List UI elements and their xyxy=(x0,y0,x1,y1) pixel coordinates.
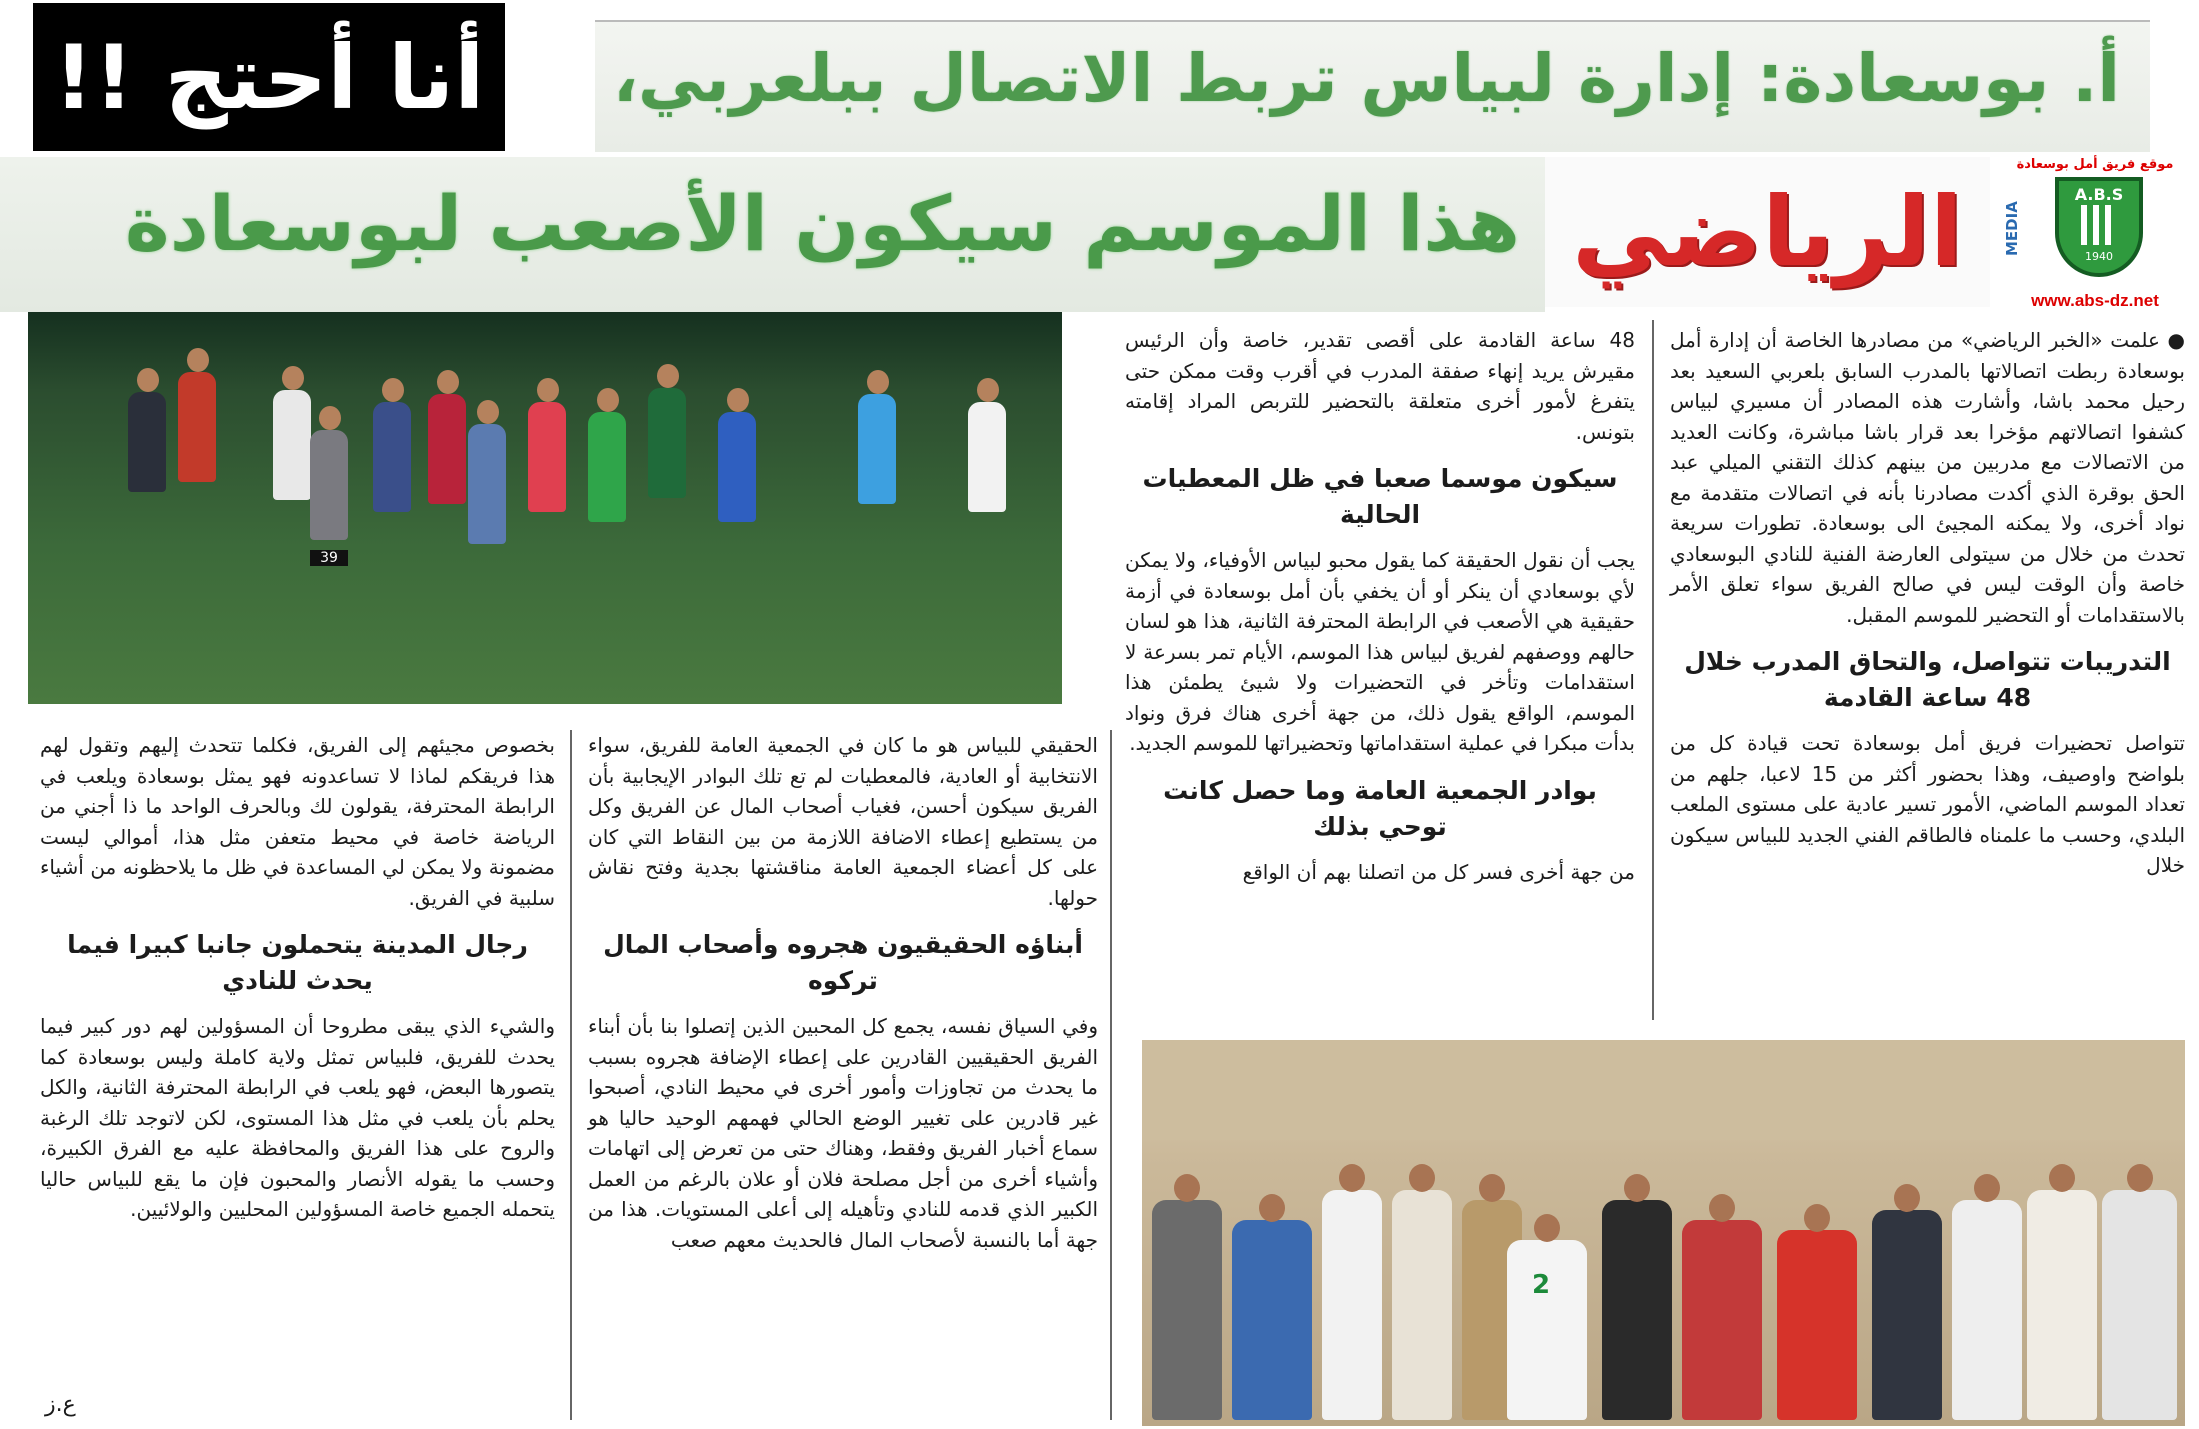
headline-strip-top xyxy=(595,20,2150,152)
subheading-city-men: رجال المدينة يتحملون جانبا كبيرا فيما يحدث للنادي xyxy=(67,930,528,995)
player-figure xyxy=(273,390,311,500)
article-paragraph: 48 ساعة القادمة على أقصى تقدير، خاصة وأن الرئيس مقيرش يريد إنهاء صفقة المدرب في أقرب وقت ممكن حتى يتفرغ لأمور أخرى متعلقة بالتحضير للتربص المراد إقامته بتونس. xyxy=(1125,328,1635,444)
jersey-number: 39 xyxy=(310,550,348,566)
player-figure xyxy=(128,392,166,492)
player-figure xyxy=(468,424,506,544)
article-column-1 xyxy=(1670,325,2185,881)
training-photo xyxy=(28,312,1062,704)
player-figure xyxy=(858,394,896,504)
player-figure xyxy=(968,402,1006,512)
club-crest-initials: A.B.S xyxy=(2074,185,2124,204)
crowd-person xyxy=(2027,1190,2097,1420)
jersey-number: 2 xyxy=(1532,1270,1551,1300)
article-paragraph: يجب أن نقول الحقيقة كما يقول محبو لبياس الأوفياء، ولا يمكن لأي بوسعادي أن ينكر أو أن يخفي بأن أمل بوسعادة في أزمة حقيقية هي الأصعب في الرابطة المحترفة الثانية، هذا هو لسان حالهم ووصفهم لفريق لبياس هذا الموسم، الأيام تمر بسرعة لا استقدامات وتأخر في التحضيرات ولا شيئ يطمئن هذا الموسم، الواقع يقول ذلك، من جهة أخرى هناك فرق ونواد بدأت مبكرا في عملية استقداماتها وتحضيراتها للموسم الجديد. xyxy=(1125,548,1635,755)
column-divider xyxy=(570,730,572,1420)
player-figure xyxy=(588,412,626,522)
subheading-training: التدريبات تتواصل، والتحاق المدرب خلال 48 ساعة القادمة xyxy=(1684,647,2171,712)
building-wall xyxy=(1142,1040,2185,1140)
article-paragraph: وفي السياق نفسه، يجمع كل المحبين الذين إتصلوا بنا بأن أبناء الفريق الحقيقيين القادرين على إعطاء الإضافة هجروه بسبب ما يحدث من تجاوزات وأمور أخرى في محيط النادي، أصبحوا غير قادرين على تغيير الوضع الحالي فهمهم الوحيد حاليا هو سماع أخبار الفريق وفقط، وهناك حتى من تعرض إلى اتهامات وأشياء أخرى من أجل مصلحة فلان أو علان بالرغم من العمل الكبير الذي قدمه للنادي وتأهيله إلى أعلى المستويات. هذا من جهة أما بالنسبة لأصحاب المال فالحديث معهم صعب xyxy=(588,1014,1098,1252)
player-figure xyxy=(528,402,566,512)
player-figure xyxy=(310,430,348,566)
article-column-3 xyxy=(588,730,1098,1255)
club-site-badge xyxy=(1995,155,2195,315)
crowd-person xyxy=(1952,1200,2022,1420)
club-crest-year: 1940 xyxy=(2085,250,2113,263)
player-figure xyxy=(178,372,216,482)
media-label: MEDIA xyxy=(2003,201,2021,257)
crowd-person xyxy=(2102,1190,2177,1420)
subheading-difficult-season: سيكون موسما صعبا في ظل المعطيات الحالية xyxy=(1142,464,1618,529)
subheading-general-assembly: بوادر الجمعية العامة وما حصل كانت توحي بذلك xyxy=(1163,775,1597,841)
crowd-person xyxy=(1392,1190,1452,1420)
newspaper-logo xyxy=(1545,157,1990,307)
article-paragraph: بخصوص مجيئهم إلى الفريق، فكلما تتحدث إليهم وتقول لهم هذا فريقكم لماذا لا تساعدونه فهو يمثل بوسعادة ويلعب في الرابطة المحترفة، يقولون لك وبالحرف الواحد ما ذا أجني من الرياضة خاصة في محيط متعفن مثل هذا، أموالي ليست مضمونة ولا يمكن لي المساعدة في ظل ما يلاحظونه من أشياء سلبية في الفريق. xyxy=(40,733,555,910)
player-figure xyxy=(648,388,686,498)
crest-stripes xyxy=(2081,205,2117,245)
article-paragraph: الحقيقي للبياس هو ما كان في الجمعية العامة للفريق، سواء الانتخابية أو العادية، فالمعطيات لم تع تلك البوادر الإيجابية بأن الفريق سيكون أحسن، فغياب أصحاب المال عن الفريق وكل من يستطيع إعطاء الاضافة اللازمة من بين النقاط التي كان على كل أعضاء الجمعية العامة مناقشتها بجدية وفتح نقاش حولها. xyxy=(588,733,1098,910)
newspaper-logo-text: الرياضي xyxy=(1572,176,1963,288)
crowd-person xyxy=(1232,1220,1312,1420)
article-paragraph: من جهة أخرى فسر كل من اتصلنا بهم أن الواقع xyxy=(1242,859,1635,884)
author-signature: ع.ز xyxy=(45,1392,76,1417)
club-site-url: www.abs-dz.net xyxy=(2031,291,2159,310)
protest-banner xyxy=(33,3,505,151)
article-column-4 xyxy=(40,730,555,1225)
crowd-person xyxy=(1507,1240,1587,1420)
subheading-sons-abandoned: أبناؤه الحقيقيون هجروه وأصحاب المال تركوه xyxy=(603,930,1083,995)
headline-secondary: هذا الموسم سيكون الأصعب لبوسعادة xyxy=(124,179,1520,268)
club-site-caption: موقع فريق أمل بوسعادة xyxy=(2016,157,2174,172)
crowd-person xyxy=(1322,1190,1382,1420)
article-paragraph: والشيء الذي يبقى مطروحا أن المسؤولين لهم دور كبير فيما يحدث للفريق، فلبياس تمثل ولاية كاملة وليس بوسعادة كما يتصورها البعض، فهو يلعب في الرابطة المحترفة الثانية، والكل يحلم بأن يلعب في مثل هذا المستوى، لكن لاتوجد تلك الرغبة والروح على هذا الفريق والمحافظة عليه مع الفرق الكبيرة، وحسب ما يقوله الأنصار والمحبون فإن ما يقع للبياس حاليا يتحمله الجميع خاصة المسؤولين المحليين والولائيين. xyxy=(40,1014,555,1221)
crowd-person xyxy=(1152,1200,1222,1420)
crowd-person xyxy=(1777,1230,1857,1420)
article-lead-paragraph: ● علمت «الخبر الرياضي» من مصادرها الخاصة أن إدارة أمل بوسعادة ربطت اتصالاتها بالمدرب السابق بلعربي السعيد بعد رحيل محمد باشا، وأشارت هذه المصادر أن مسيري لبياس كشفوا اتصالاتهم مؤخرا بعد قرار باشا مباشرة، وكانت العديد من الاتصالات مع مدربين من بينهم كذلك التقني الميلي عبد الحق بوقرة الذي أكدت مصادرنا بأنه في اتصالات متقدمة مع نواد أخرى، ولا يمكنه المجيئ الى بوسعادة. تطورات سريعة تحدث من خلال من سيتولى العارضة الفنية للنادي البوسعادي خاصة وأن الوقت ليس في صالح الفريق سواء تعلق الأمر بالاستقدامات أو التحضير للموسم المقبل. xyxy=(1670,328,2185,627)
crowd-photo xyxy=(1142,1040,2185,1426)
protest-text: أنا أحتج !! xyxy=(53,25,485,129)
player-figure xyxy=(373,402,411,512)
article-paragraph: تتواصل تحضيرات فريق أمل بوسعادة تحت قيادة كل من بلواضح واوصيف، وهذا بحضور أكثر من 15 لاعبا، جلهم من تعداد الموسم الماضي، الأمور تسير عادية على مستوى الملعب البلدي، وحسب ما علمناه فالطاقم الفني الجديد للبياس سيكون خلال xyxy=(1670,731,2185,877)
article-column-2 xyxy=(1125,325,1635,887)
player-figure xyxy=(428,394,466,504)
headline-primary: أ. بوسعادة: إدارة لبياس تربط الاتصال ببلعربي، xyxy=(612,40,2120,117)
headline-strip-bottom xyxy=(0,157,1545,312)
crowd-person xyxy=(1682,1220,1762,1420)
crowd-person xyxy=(1872,1210,1942,1420)
crowd-person xyxy=(1602,1200,1672,1420)
player-figure xyxy=(718,412,756,522)
column-divider xyxy=(1652,320,1654,1020)
club-crest-icon xyxy=(2055,177,2143,277)
column-divider xyxy=(1110,730,1112,1420)
